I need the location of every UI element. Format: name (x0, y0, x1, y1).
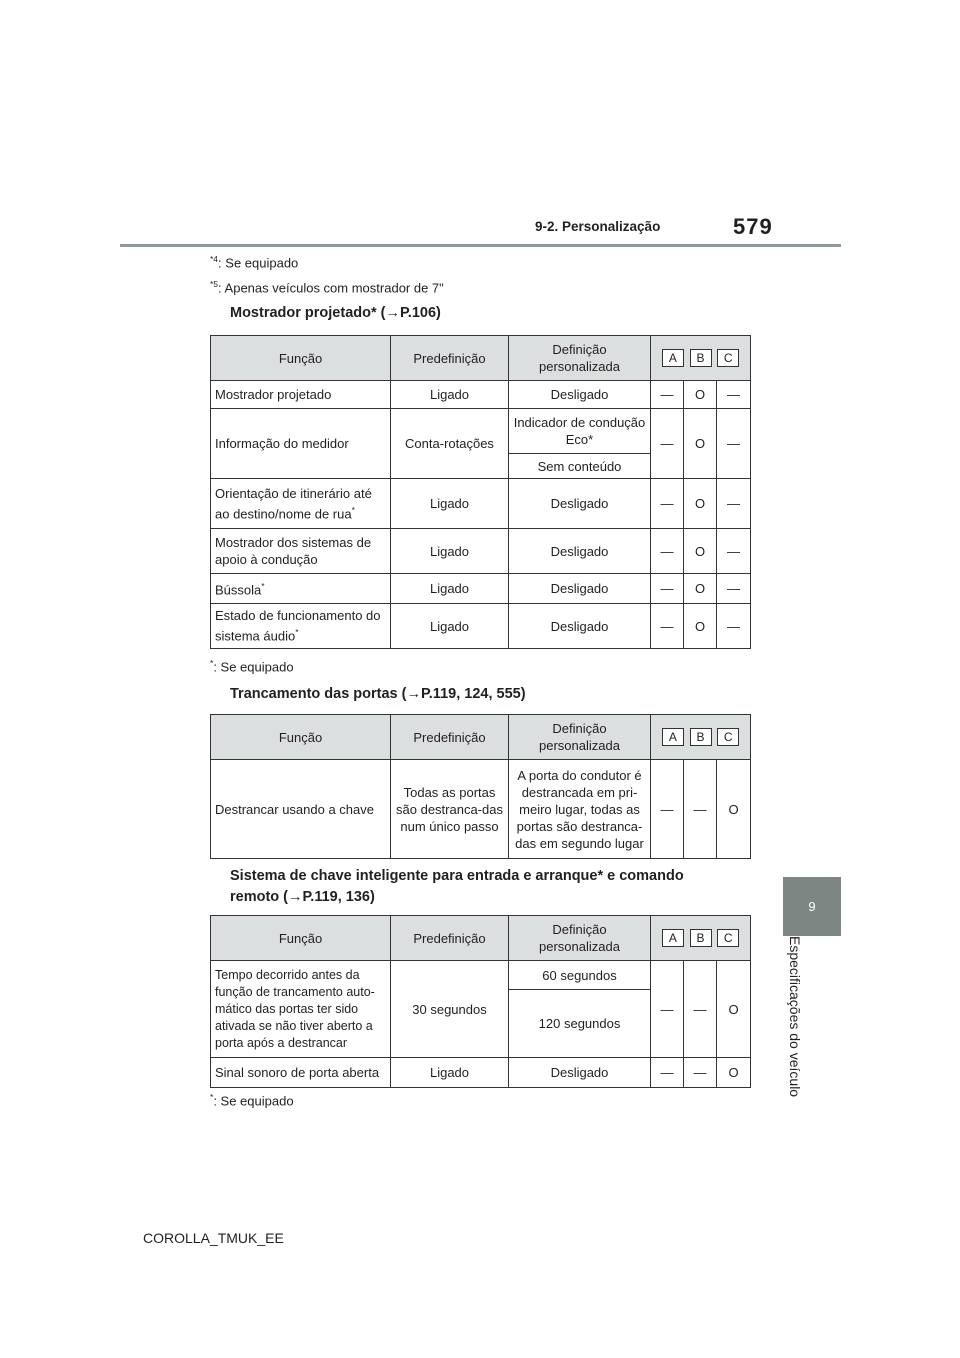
chapter-label (783, 936, 807, 1186)
section-heading-chave-inteligente (230, 866, 750, 908)
cell-a: — (651, 529, 684, 574)
cell-def: Desligado (509, 1058, 651, 1088)
footnote-mark: * (210, 1092, 214, 1102)
footnote-4 (210, 254, 298, 270)
cell-c: O (717, 1058, 751, 1088)
table-row (211, 961, 751, 990)
footnote-mark: * (210, 658, 214, 668)
cell-def: Desligado (509, 604, 651, 649)
col-funcao: Função (211, 916, 391, 961)
table-row (211, 381, 751, 409)
cell-pre: 30 segundos (391, 961, 509, 1058)
col-abc (651, 336, 751, 381)
footnote-text: : Apenas veículos com mostrador de 7" (218, 280, 444, 296)
section-heading-trancamento (230, 684, 526, 705)
cell-b: — (684, 1058, 717, 1088)
section-title: 9-2. Personalização (535, 219, 661, 234)
col-definicao: Definição personalizada (509, 715, 651, 760)
cell-funcao: Sinal sonoro de porta aberta (211, 1058, 391, 1088)
cell-b: O (684, 381, 717, 409)
page-reference: P.119, 124, 555) (420, 686, 526, 702)
heading-text: Trancamento das portas ( (230, 686, 407, 702)
section-heading-mostrador (230, 303, 441, 324)
table-row (211, 604, 751, 649)
chapter-tab: 9 (783, 877, 841, 936)
col-abc (651, 916, 751, 961)
label-b: B (690, 728, 712, 746)
cell-text: Orientação de itinerário até ao destino/nome de rua (215, 485, 372, 522)
label-c: C (717, 349, 739, 367)
col-definicao: Definição personalizada (509, 336, 651, 381)
footnote-mark: *4 (210, 254, 219, 264)
cell-text: Bússola (215, 582, 262, 598)
table-header-row (211, 715, 751, 760)
chapter-label-text: Especificações do veículo (787, 936, 803, 1098)
heading-text: remoto ( (230, 889, 288, 905)
table-mostrador-projetado (210, 335, 751, 649)
cell-c: — (717, 381, 751, 409)
cell-def: Desligado (509, 529, 651, 574)
cell-b: O (684, 529, 717, 574)
cell-funcao: Mostrador projetado (211, 381, 391, 409)
cell-a: — (651, 479, 684, 529)
footnote-table1 (210, 658, 294, 674)
footnote-text: : Se equipado (213, 659, 294, 675)
heading-text: Sistema de chave inteligente para entrada e arranque* e comando (230, 868, 684, 884)
cell-a: — (651, 1058, 684, 1088)
page-number: 579 (733, 214, 773, 239)
cell-b: — (684, 760, 717, 859)
col-predefinicao: Predefinição (391, 916, 509, 961)
arrow-icon: → (406, 686, 421, 702)
footnote-text: : Se equipado (213, 1093, 294, 1109)
cell-c: — (717, 574, 751, 604)
heading-text: Mostrador projetado* ( (230, 305, 386, 321)
col-predefinicao: Predefinição (391, 336, 509, 381)
cell-def: Desligado (509, 574, 651, 604)
header-rule (120, 244, 841, 247)
cell-pre: Ligado (391, 479, 509, 529)
cell-c: — (717, 604, 751, 649)
cell-def: 60 segundos (509, 961, 651, 990)
cell-funcao (211, 479, 391, 529)
cell-c: O (717, 760, 751, 859)
cell-pre: Ligado (391, 529, 509, 574)
cell-def: A porta do condutor é destrancada em pri-meiro lugar, todas as portas são destranca-das em segundo lugar (509, 760, 651, 859)
table-row (211, 409, 751, 454)
label-a: A (662, 929, 684, 947)
cell-funcao (211, 604, 391, 649)
cell-b: — (684, 961, 717, 1058)
table-header-row (211, 336, 751, 381)
table-row (211, 760, 751, 859)
cell-c: — (717, 479, 751, 529)
cell-b: O (684, 574, 717, 604)
page-reference: P.119, 136) (302, 889, 375, 905)
col-funcao: Função (211, 715, 391, 760)
label-b: B (690, 349, 712, 367)
arrow-icon: → (385, 305, 400, 321)
footer-document-code: COROLLA_TMUK_EE (143, 1230, 284, 1246)
cell-pre: Ligado (391, 574, 509, 604)
label-a: A (662, 728, 684, 746)
table-row (211, 1058, 751, 1088)
cell-a: — (651, 381, 684, 409)
footnote-mark: * (295, 627, 299, 638)
table-trancamento-portas (210, 714, 751, 859)
cell-a: — (651, 760, 684, 859)
cell-pre: Ligado (391, 1058, 509, 1088)
cell-def: Desligado (509, 381, 651, 409)
col-abc (651, 715, 751, 760)
cell-pre: Ligado (391, 381, 509, 409)
col-predefinicao: Predefinição (391, 715, 509, 760)
cell-def: 120 segundos (509, 990, 651, 1058)
cell-a: — (651, 409, 684, 479)
cell-pre: Conta-rotações (391, 409, 509, 479)
label-b: B (690, 929, 712, 947)
footnote-table3 (210, 1092, 294, 1108)
footnote-mark: * (261, 581, 265, 592)
table-row (211, 574, 751, 604)
page-reference: P.106) (399, 305, 441, 321)
cell-a: — (651, 961, 684, 1058)
cell-def: Sem conteúdo (509, 454, 651, 479)
footnote-5 (210, 279, 444, 295)
cell-b: O (684, 409, 717, 479)
cell-c: O (717, 961, 751, 1058)
table-header-row (211, 916, 751, 961)
cell-b: O (684, 604, 717, 649)
cell-c: — (717, 529, 751, 574)
footnote-text: : Se equipado (218, 255, 299, 271)
col-definicao: Definição personalizada (509, 916, 651, 961)
cell-funcao: Destrancar usando a chave (211, 760, 391, 859)
footnote-mark: *5 (210, 279, 219, 289)
cell-funcao: Mostrador dos sistemas de apoio à condução (211, 529, 391, 574)
cell-pre: Ligado (391, 604, 509, 649)
cell-funcao: Informação do medidor (211, 409, 391, 479)
table-row (211, 529, 751, 574)
table-chave-inteligente (210, 915, 751, 1088)
cell-text: Estado de funcionamento do sistema áudio (215, 608, 381, 644)
label-a: A (662, 349, 684, 367)
cell-pre: Todas as portas são destranca-das num único passo (391, 760, 509, 859)
cell-a: — (651, 574, 684, 604)
cell-c: — (717, 409, 751, 479)
cell-a: — (651, 604, 684, 649)
cell-def: Desligado (509, 479, 651, 529)
label-c: C (717, 728, 739, 746)
cell-funcao (211, 574, 391, 604)
arrow-icon: → (288, 889, 303, 905)
table-row (211, 479, 751, 529)
cell-def: Indicador de condução Eco* (509, 409, 651, 454)
cell-b: O (684, 479, 717, 529)
cell-funcao: Tempo decorrido antes da função de trancamento auto-mático das portas ter sido ativada se não tiver aberto a porta após a destrancar (211, 961, 391, 1058)
col-funcao: Função (211, 336, 391, 381)
footnote-mark: * (351, 504, 355, 515)
label-c: C (717, 929, 739, 947)
